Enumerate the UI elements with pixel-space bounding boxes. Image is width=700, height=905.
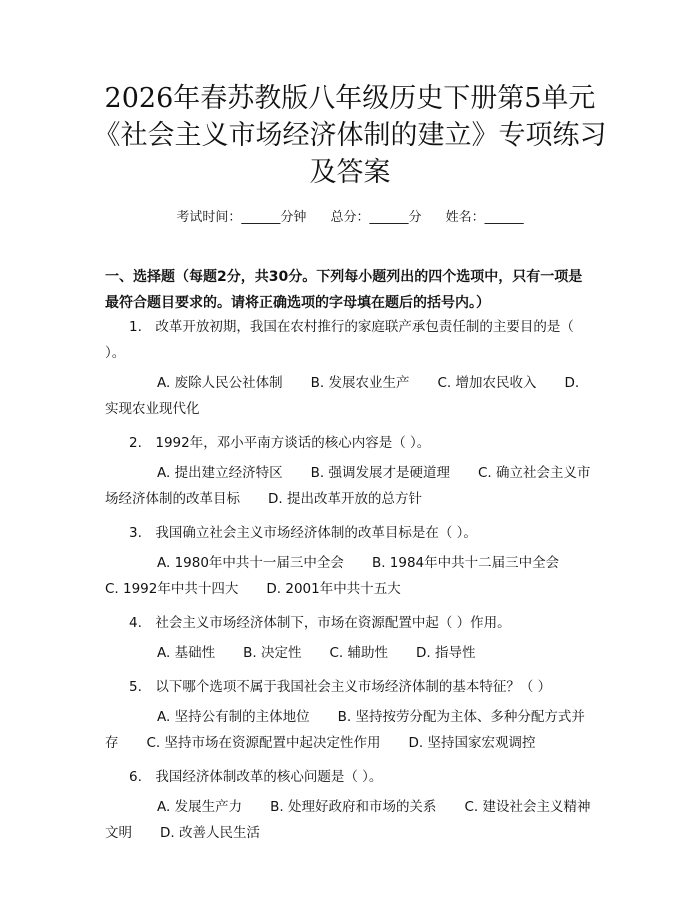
option-a: A. 废除人民公社体制 — [157, 375, 283, 391]
question-2 — [105, 430, 595, 512]
title-line-2: 《社会主义市场经济体制的建立》专项练习 — [93, 120, 607, 151]
option-d: D. 2001年中共十五大 — [266, 581, 401, 597]
question-1 — [105, 314, 595, 422]
option-d: D. 指导性 — [415, 645, 476, 661]
section-heading: 一、选择题（每题2分，共30分。下列每小题列出的四个选项中，只有一项是最符合题目要求的。请将正确选项的字母填在题后的括号内。） — [105, 269, 583, 311]
option-a: A. 坚持公有制的主体地位 — [157, 709, 310, 725]
option-a: A. 提出建立经济特区 — [157, 465, 283, 481]
option-c: C. 确立社会主义市场经济体制的改革目标 — [105, 465, 591, 507]
document-title — [60, 80, 640, 191]
question-text: 3. 我国确立社会主义市场经济体制的改革目标是在（ ）。 — [129, 525, 477, 541]
question-text: 2. 1992年，邓小平南方谈话的核心内容是（ ）。 — [129, 435, 431, 451]
option-c: C. 建设社会主义精神文明 — [105, 799, 591, 841]
option-b: B. 1984年中共十二届三中全会 — [371, 555, 560, 571]
question-options — [105, 460, 595, 512]
exam-meta — [0, 206, 700, 225]
title-line-3: 及答案 — [309, 157, 391, 188]
question-options — [105, 640, 595, 666]
question-list — [105, 314, 595, 854]
question-6 — [105, 764, 595, 846]
question-options — [105, 794, 595, 846]
question-text: 5. 以下哪个选项不属于我国社会主义市场经济体制的基本特征？（ ） — [129, 679, 552, 695]
option-a: A. 发展生产力 — [157, 799, 243, 815]
option-b: B. 发展农业生产 — [310, 375, 410, 391]
question-text: 4. 社会主义市场经济体制下，市场在资源配置中起（ ）作用。 — [129, 615, 511, 631]
option-c: C. 辅助性 — [329, 645, 388, 661]
option-d: D. 提出改革开放的总方针 — [268, 491, 422, 507]
option-b: B. 强调发展才是硬道理 — [310, 465, 450, 481]
option-c: C. 增加农民收入 — [437, 375, 537, 391]
option-d: D. 实现农业现代化 — [105, 375, 580, 417]
question-text: 1. 改革开放初期，我国在农村推行的家庭联产承包责任制的主要目的是（ ）。 — [105, 319, 574, 361]
option-b: B. 决定性 — [243, 645, 302, 661]
exam-time-field: 考试时间：______分钟 — [176, 210, 307, 225]
question-4 — [105, 610, 595, 666]
option-d: D. 改善人民生活 — [160, 825, 260, 841]
student-name-field: 姓名：______ — [445, 210, 524, 225]
option-d: D. 坚持国家宏观调控 — [408, 735, 536, 751]
total-score-field: 总分：______分 — [330, 210, 422, 225]
option-a: A. 1980年中共十一届三中全会 — [157, 555, 344, 571]
question-3 — [105, 520, 595, 602]
question-5 — [105, 674, 595, 756]
option-b: B. 处理好政府和市场的关系 — [270, 799, 437, 815]
option-c: C. 坚持市场在资源配置中起决定性作用 — [146, 735, 381, 751]
option-b: B. 坚持按劳分配为主体、多种分配方式并存 — [105, 709, 585, 751]
question-text: 6. 我国经济体制改革的核心问题是（ ）。 — [129, 769, 383, 785]
question-options — [105, 550, 595, 602]
title-line-1: 2026年春苏教版八年级历史下册第5单元 — [104, 83, 596, 114]
option-a: A. 基础性 — [157, 645, 216, 661]
question-options — [105, 370, 595, 422]
option-c: C. 1992年中共十四大 — [105, 581, 239, 597]
question-options — [105, 704, 595, 756]
